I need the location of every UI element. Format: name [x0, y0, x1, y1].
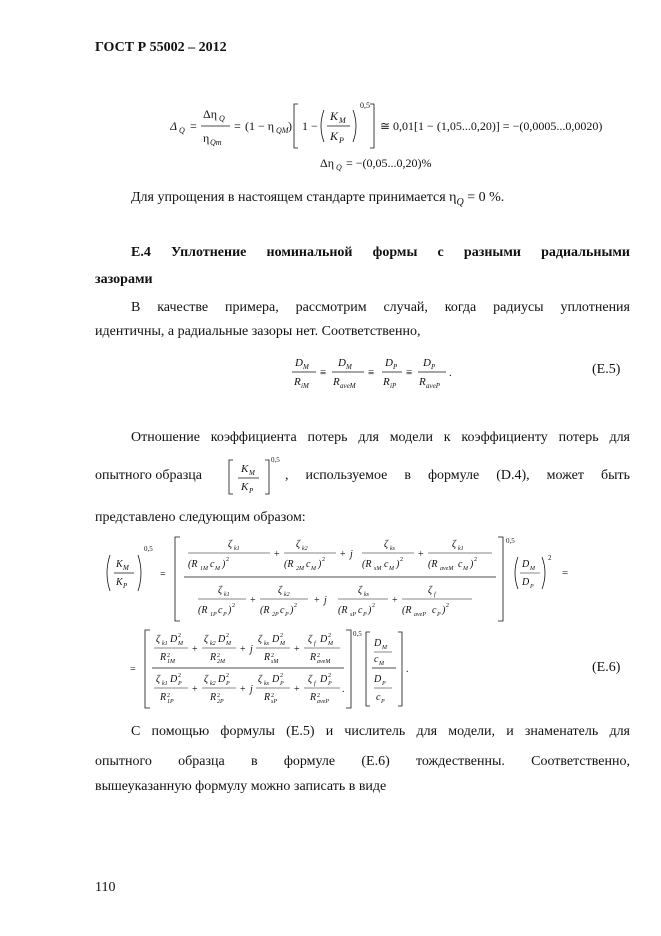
svg-text:(R: (R: [338, 605, 348, 616]
svg-text:Q: Q: [336, 163, 342, 172]
svg-text:c: c: [210, 559, 215, 570]
svg-text:(R: (R: [284, 559, 294, 570]
eta-subscript: Q: [456, 196, 464, 208]
svg-text:(R: (R: [260, 605, 270, 616]
svg-text:2: 2: [226, 633, 229, 639]
svg-text:2: 2: [167, 653, 170, 659]
section-title-line1: Е.4 Уплотнение номинальной формы с разными радиальными: [131, 245, 630, 260]
svg-text:R: R: [160, 652, 167, 663]
svg-text:j: j: [250, 684, 253, 695]
svg-text:P: P: [382, 681, 386, 687]
svg-text:k2: k2: [210, 641, 216, 647]
svg-text:2: 2: [322, 557, 325, 563]
svg-text:+: +: [314, 595, 320, 606]
paragraph-ratio-line2-end: , используемое в формуле (D.4), может быть: [285, 468, 630, 483]
formula-e6-part2: [130, 628, 420, 712]
svg-text:2: 2: [167, 693, 170, 699]
svg-text:2: 2: [217, 693, 220, 699]
svg-text:2: 2: [474, 557, 477, 563]
svg-text:P: P: [328, 681, 332, 687]
svg-text:K: K: [241, 481, 249, 493]
svg-text:P: P: [223, 612, 227, 618]
svg-text:): ): [442, 605, 446, 616]
svg-text:j: j: [350, 549, 353, 560]
svg-text:Δη: Δη: [203, 107, 217, 121]
svg-text:2: 2: [294, 603, 297, 609]
svg-text:D: D: [385, 357, 393, 369]
svg-text:2: 2: [548, 554, 552, 562]
svg-text:R: R: [264, 652, 271, 663]
svg-text:k1: k1: [162, 681, 168, 687]
svg-text:2: 2: [232, 603, 235, 609]
svg-text:D: D: [320, 674, 328, 685]
svg-text:1 −: 1 −: [302, 119, 318, 133]
svg-text:ζ: ζ: [428, 585, 433, 596]
svg-text:aveP: aveP: [317, 699, 329, 705]
paragraph-example-line2: идентичны, а радиальные зазоры нет. Соответственно,: [95, 324, 421, 339]
svg-text:Δ: Δ: [170, 119, 178, 133]
svg-text:ζ: ζ: [296, 539, 301, 550]
svg-text:f: f: [434, 592, 436, 598]
svg-text:≅ 0,01[1 − (1,05...0,20)] = −(: ≅ 0,01[1 − (1,05...0,20)] = −(0,0005...0,0020): [380, 119, 603, 133]
svg-text:aveP: aveP: [414, 612, 426, 618]
svg-text:0,5: 0,5: [144, 545, 153, 553]
svg-text:(R: (R: [188, 559, 198, 570]
svg-text:M: M: [303, 363, 309, 371]
svg-text:Q: Q: [179, 126, 185, 135]
svg-text:iP: iP: [390, 382, 397, 390]
svg-text:+: +: [192, 684, 198, 695]
document-header: ГОСТ Р 55002 – 2012: [95, 40, 227, 55]
svg-text:P: P: [123, 582, 128, 590]
svg-text:M: M: [178, 641, 183, 647]
svg-text:): ): [368, 605, 372, 616]
svg-text:): ): [470, 559, 474, 570]
svg-text:): ): [290, 605, 294, 616]
svg-text:ζ: ζ: [258, 634, 263, 645]
svg-text:M: M: [530, 566, 535, 572]
paragraph-ratio-line1: Отношение коэффициента потерь для модели к коэффициенту потерь для: [131, 430, 630, 445]
svg-text:M: M: [311, 566, 316, 572]
svg-text:): ): [228, 605, 232, 616]
svg-text:ζ: ζ: [358, 585, 363, 596]
svg-text:M: M: [249, 469, 255, 477]
svg-text:2M: 2M: [296, 566, 304, 572]
svg-text:.: .: [449, 367, 452, 379]
svg-text:2: 2: [328, 633, 331, 639]
svg-text:ζ: ζ: [278, 585, 283, 596]
svg-text:P: P: [280, 681, 284, 687]
svg-text:R: R: [160, 692, 167, 703]
svg-text:+: +: [240, 644, 246, 655]
svg-text:ζ: ζ: [156, 634, 161, 645]
svg-text:M: M: [379, 661, 384, 667]
svg-text:2: 2: [446, 603, 449, 609]
svg-text:M: M: [226, 641, 231, 647]
svg-text:sP: sP: [271, 699, 277, 705]
svg-text:Qm: Qm: [210, 138, 222, 147]
paragraph-identity-line2: опытного образца в формуле (Е.6) тождественны. Соответственно,: [95, 754, 630, 769]
paragraph-simplification-tail: = 0 %.: [463, 190, 505, 205]
svg-text:M: M: [339, 116, 346, 125]
svg-text:+: +: [294, 644, 300, 655]
formula-inline-km-kp: [225, 454, 285, 498]
svg-text:0,5: 0,5: [506, 537, 515, 545]
svg-text:c: c: [384, 559, 389, 570]
svg-text:c: c: [376, 692, 381, 703]
svg-text:K: K: [330, 109, 339, 123]
svg-text:=: =: [160, 569, 166, 580]
svg-text:c: c: [280, 605, 285, 616]
svg-text:P: P: [437, 612, 441, 618]
svg-text:M: M: [280, 641, 285, 647]
svg-text:M: M: [463, 566, 468, 572]
paragraph-identity-line3: вышеуказанную формулу можно записать в виде: [95, 779, 387, 794]
svg-text:c: c: [432, 605, 437, 616]
svg-text:ks: ks: [264, 641, 269, 647]
svg-text:k1: k1: [224, 592, 230, 598]
formula-e6-part1: [100, 535, 550, 627]
svg-text:P: P: [249, 487, 254, 495]
svg-text:iM: iM: [301, 382, 309, 390]
paragraph-ratio-line2-start: опытного образца: [95, 468, 202, 483]
svg-text:ζ: ζ: [258, 674, 263, 685]
svg-text:R: R: [210, 692, 217, 703]
svg-text:P: P: [393, 363, 398, 371]
svg-text:): ): [396, 559, 400, 570]
svg-text:D: D: [522, 559, 530, 570]
svg-text:2: 2: [217, 653, 220, 659]
svg-text:ζ: ζ: [228, 539, 233, 550]
svg-text:=: =: [562, 567, 569, 579]
svg-text:+: +: [240, 684, 246, 695]
svg-text:1P: 1P: [210, 612, 217, 618]
svg-text:(R: (R: [428, 559, 438, 570]
svg-text:(1 − η: (1 − η: [245, 119, 275, 133]
svg-text:D: D: [374, 674, 382, 685]
svg-text:P: P: [178, 681, 182, 687]
svg-text:η: η: [203, 131, 210, 145]
equation-number-e6: (Е.6): [592, 660, 621, 675]
svg-text:Δη: Δη: [320, 156, 334, 170]
svg-text:2P: 2P: [272, 612, 279, 618]
paragraph-identity-line1: С помощью формулы (Е.5) и числитель для модели, и знаменатель для: [131, 724, 630, 739]
svg-text:R: R: [264, 692, 271, 703]
paragraph-simplification: [95, 186, 630, 215]
svg-text:=: =: [190, 119, 197, 133]
svg-text:c: c: [458, 559, 463, 570]
svg-text:1P: 1P: [167, 699, 174, 705]
svg-text:P: P: [363, 612, 367, 618]
paragraph-simplification-text: Для упрощения в настоящем стандарте принимается η: [131, 190, 457, 205]
svg-text:2: 2: [372, 603, 375, 609]
svg-text:=: =: [130, 664, 136, 675]
svg-text:QM: QM: [276, 126, 289, 135]
svg-text:2M: 2M: [217, 659, 225, 665]
formula-e6-part1-tail: [548, 554, 578, 584]
svg-text:k1: k1: [458, 546, 464, 552]
page-number: 110: [95, 880, 116, 895]
svg-text:D: D: [423, 357, 431, 369]
svg-text:j: j: [250, 644, 253, 655]
svg-text:(R: (R: [198, 605, 208, 616]
svg-text:P: P: [431, 363, 436, 371]
svg-text:Q: Q: [219, 114, 225, 123]
formula-delta-q: [170, 98, 610, 178]
svg-text:2: 2: [271, 693, 274, 699]
svg-text:D: D: [320, 634, 328, 645]
svg-text:K: K: [116, 559, 123, 570]
svg-text:aveM: aveM: [340, 382, 356, 390]
svg-text:D: D: [272, 634, 280, 645]
svg-text:ζ: ζ: [308, 674, 313, 685]
svg-text:2P: 2P: [217, 699, 224, 705]
svg-text:D: D: [295, 357, 303, 369]
svg-text:2: 2: [271, 653, 274, 659]
svg-text:ζ: ζ: [156, 674, 161, 685]
svg-text:D: D: [522, 577, 530, 588]
svg-text:2: 2: [400, 557, 403, 563]
svg-text:= −(0,05...0,20)%: = −(0,05...0,20)%: [346, 156, 432, 170]
formula-e5: [290, 352, 460, 392]
svg-text:+: +: [418, 549, 424, 560]
svg-text:M: M: [346, 363, 352, 371]
svg-text:2: 2: [226, 557, 229, 563]
svg-text:j: j: [324, 595, 327, 606]
svg-text:K: K: [330, 129, 339, 143]
svg-text:1M: 1M: [200, 566, 208, 572]
svg-text:K: K: [116, 577, 123, 588]
svg-text:K: K: [241, 463, 249, 475]
svg-text:≡: ≡: [320, 367, 327, 379]
svg-text:k2: k2: [302, 546, 308, 552]
svg-text:+: +: [340, 549, 346, 560]
svg-text:M: M: [215, 566, 220, 572]
svg-text:P: P: [339, 136, 344, 145]
svg-text:R: R: [294, 376, 301, 388]
svg-text:c: c: [306, 559, 311, 570]
svg-text:D: D: [218, 674, 226, 685]
svg-text:ks: ks: [364, 592, 369, 598]
svg-text:+: +: [192, 644, 198, 655]
svg-text:k1: k1: [162, 641, 168, 647]
svg-text:0,5: 0,5: [271, 456, 280, 464]
svg-text:1M: 1M: [167, 659, 175, 665]
svg-text:R: R: [310, 692, 317, 703]
svg-text:+: +: [392, 595, 398, 606]
svg-text:R: R: [383, 376, 390, 388]
svg-text:ζ: ζ: [308, 634, 313, 645]
svg-text:2: 2: [280, 633, 283, 639]
svg-text:ζ: ζ: [218, 585, 223, 596]
paragraph-ratio-line3: представлено следующим образом:: [95, 510, 306, 525]
svg-text:): ): [318, 559, 322, 570]
svg-text:0,5: 0,5: [360, 101, 370, 110]
svg-text:+: +: [250, 595, 256, 606]
svg-text:): ): [222, 559, 226, 570]
svg-text:sM: sM: [374, 566, 382, 572]
svg-text:ζ: ζ: [452, 539, 457, 550]
svg-text:0,5: 0,5: [353, 630, 362, 638]
svg-text:2: 2: [317, 653, 320, 659]
svg-text:R: R: [210, 652, 217, 663]
svg-text:aveM: aveM: [317, 659, 331, 665]
svg-text:D: D: [374, 638, 382, 649]
svg-text:+: +: [294, 684, 300, 695]
svg-text:f: f: [314, 641, 316, 647]
svg-text:≡: ≡: [368, 367, 375, 379]
svg-text:ζ: ζ: [204, 634, 209, 645]
svg-text:.: .: [406, 664, 409, 675]
svg-text:=: =: [234, 119, 241, 133]
svg-text:2: 2: [317, 693, 320, 699]
svg-text:k2: k2: [284, 592, 290, 598]
svg-text:(R: (R: [362, 559, 372, 570]
svg-text:2: 2: [178, 673, 181, 679]
svg-text:P: P: [381, 699, 385, 705]
svg-text:c: c: [358, 605, 363, 616]
svg-text:2: 2: [280, 673, 283, 679]
svg-text:c: c: [218, 605, 223, 616]
svg-text:D: D: [170, 634, 178, 645]
svg-text:R: R: [310, 652, 317, 663]
svg-text:M: M: [382, 645, 387, 651]
svg-text:≡: ≡: [406, 367, 413, 379]
svg-text:k2: k2: [210, 681, 216, 687]
svg-text:P: P: [530, 584, 534, 590]
svg-text:2: 2: [178, 633, 181, 639]
svg-text:ks: ks: [390, 546, 395, 552]
svg-text:P: P: [226, 681, 230, 687]
svg-text:D: D: [170, 674, 178, 685]
paragraph-example-line1: В качестве примера, рассмотрим случай, когда радиусы уплотнения: [131, 300, 630, 315]
svg-text:f: f: [314, 681, 316, 687]
svg-text:(R: (R: [402, 605, 412, 616]
svg-text:2: 2: [328, 673, 331, 679]
svg-text:ζ: ζ: [384, 539, 389, 550]
svg-text:k1: k1: [234, 546, 240, 552]
svg-text:D: D: [272, 674, 280, 685]
svg-text:M: M: [328, 641, 333, 647]
svg-text:aveP: aveP: [426, 382, 440, 390]
svg-text:R: R: [419, 376, 426, 388]
svg-text:D: D: [338, 357, 346, 369]
svg-text:.: .: [342, 684, 345, 695]
svg-text:M: M: [123, 564, 129, 572]
svg-text:D: D: [218, 634, 226, 645]
svg-text:sP: sP: [350, 612, 356, 618]
svg-text:sM: sM: [271, 659, 279, 665]
svg-text:): ): [288, 119, 292, 133]
section-title-line2: зазорами: [95, 272, 153, 287]
svg-text:+: +: [274, 549, 280, 560]
svg-text:2: 2: [226, 673, 229, 679]
svg-text:M: M: [389, 566, 394, 572]
equation-number-e5: (Е.5): [592, 362, 621, 377]
svg-text:ζ: ζ: [204, 674, 209, 685]
svg-text:ks: ks: [264, 681, 269, 687]
svg-text:c: c: [374, 654, 379, 665]
svg-text:R: R: [333, 376, 340, 388]
svg-text:aveM: aveM: [440, 566, 454, 572]
svg-text:P: P: [285, 612, 289, 618]
